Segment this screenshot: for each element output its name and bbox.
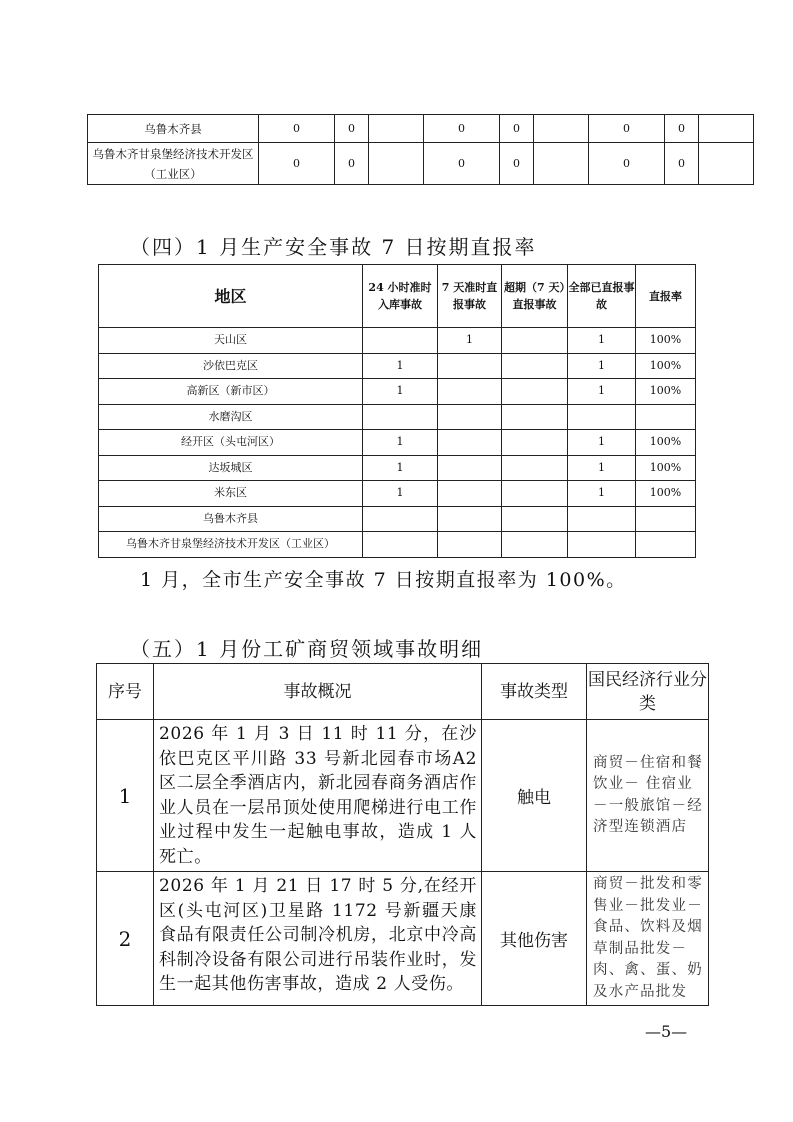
region-cell: 高新区（新市区）	[99, 379, 363, 405]
section-5-heading: （五）1 月份工矿商贸领域事故明细	[130, 637, 484, 661]
value-cell: 0	[589, 143, 665, 185]
value-cell	[699, 115, 754, 143]
region-cell: 乌鲁木齐甘泉堡经济技术开发区（工业区）	[88, 143, 259, 185]
rate-cell	[636, 532, 696, 558]
region-cell: 米东区	[99, 481, 363, 507]
overdue-cell	[502, 506, 568, 532]
overdue-cell	[502, 328, 568, 354]
value-cell	[534, 143, 589, 185]
rate-cell: 100%	[636, 455, 696, 481]
table-row	[88, 143, 754, 185]
header-on-time-7d: 7 天准时直报事故	[438, 265, 502, 328]
region-cell: 达坂城区	[99, 455, 363, 481]
region-cell: 沙依巴克区	[99, 353, 363, 379]
on-time-7d-cell	[438, 532, 502, 558]
on-time-24h-cell: 1	[363, 379, 438, 405]
header-total-reported: 全部已直报事故	[568, 265, 636, 328]
on-time-24h-cell: 1	[363, 353, 438, 379]
table-row	[99, 353, 696, 379]
table-row	[88, 115, 754, 143]
region-cell: 经开区（头屯河区）	[99, 430, 363, 456]
rate-cell	[636, 506, 696, 532]
on-time-7d-cell	[438, 430, 502, 456]
region-cell: 乌鲁木齐县	[99, 506, 363, 532]
on-time-7d-cell	[438, 455, 502, 481]
table-row	[99, 481, 696, 507]
regional-stats-table-continued	[87, 114, 754, 185]
on-time-7d-cell	[438, 379, 502, 405]
overdue-cell	[502, 379, 568, 405]
table-header-row	[97, 664, 709, 720]
value-cell: 0	[424, 143, 500, 185]
overdue-cell	[502, 404, 568, 430]
total-reported-cell: 1	[568, 379, 636, 405]
value-cell: 0	[335, 143, 369, 185]
table-row	[99, 328, 696, 354]
on-time-24h-cell: 1	[363, 481, 438, 507]
direct-report-rate-table	[98, 264, 696, 558]
rate-cell	[636, 404, 696, 430]
value-cell	[534, 115, 589, 143]
table-row	[99, 404, 696, 430]
total-reported-cell: 1	[568, 455, 636, 481]
overdue-cell	[502, 455, 568, 481]
value-cell: 0	[665, 115, 699, 143]
value-cell: 0	[424, 115, 500, 143]
table-row	[97, 872, 709, 1006]
on-time-24h-cell	[363, 404, 438, 430]
total-reported-cell: 1	[568, 328, 636, 354]
rate-cell: 100%	[636, 328, 696, 354]
description-cell: 2026 年 1 月 3 日 11 时 11 分，在沙依巴克区平川路 33 号新北园春市场A2 区二层全季酒店内，新北园春商务酒店作业人员在一层吊顶处使用爬梯进行电工作业过程中发生一起触电事故，造成 1 人死亡。	[154, 720, 482, 872]
description-cell: 2026 年 1 月 21 日 17 时 5 分,在经开区(头屯河区)卫星路 1172 号新疆天康食品有限责任公司制冷机房，北京中冷高科制冷设备有限公司进行吊装作业时，发生一起其他伤害事故，造成 2 人受伤。	[154, 872, 482, 1006]
overdue-cell	[502, 532, 568, 558]
on-time-24h-cell	[363, 532, 438, 558]
value-cell: 0	[500, 115, 534, 143]
value-cell: 0	[259, 115, 335, 143]
overdue-cell	[502, 430, 568, 456]
header-rate: 直报率	[636, 265, 696, 328]
accident-details-table	[96, 663, 709, 1006]
table-row	[99, 430, 696, 456]
total-reported-cell	[568, 404, 636, 430]
header-seq: 序号	[97, 664, 154, 720]
overdue-cell	[502, 353, 568, 379]
region-cell: 乌鲁木齐县	[88, 115, 259, 143]
value-cell: 0	[665, 143, 699, 185]
on-time-24h-cell: 1	[363, 455, 438, 481]
on-time-7d-cell	[438, 353, 502, 379]
seq-cell: 2	[97, 872, 154, 1006]
total-reported-cell	[568, 532, 636, 558]
table-row	[97, 720, 709, 872]
header-on-time-24h: 24 小时准时入库事故	[363, 265, 438, 328]
page-number: —5—	[645, 1022, 688, 1041]
rate-cell: 100%	[636, 379, 696, 405]
table-row	[99, 506, 696, 532]
header-industry: 国民经济行业分类	[587, 664, 709, 720]
value-cell: 0	[589, 115, 665, 143]
on-time-7d-cell	[438, 481, 502, 507]
on-time-7d-cell: 1	[438, 328, 502, 354]
total-reported-cell	[568, 506, 636, 532]
header-region: 地区	[99, 265, 363, 328]
total-reported-cell: 1	[568, 353, 636, 379]
region-cell: 水磨沟区	[99, 404, 363, 430]
industry-cell: 商贸－住宿和餐饮业－ 住宿业－一般旅馆－经济型连锁酒店	[587, 720, 709, 872]
on-time-24h-cell	[363, 506, 438, 532]
overdue-cell	[502, 481, 568, 507]
value-cell	[369, 143, 424, 185]
header-overdue: 超期（7 天）直报事故	[502, 265, 568, 328]
type-cell: 其他伤害	[482, 872, 587, 1006]
on-time-24h-cell	[363, 328, 438, 354]
total-reported-cell: 1	[568, 481, 636, 507]
table-row	[99, 379, 696, 405]
value-cell: 0	[259, 143, 335, 185]
type-cell: 触电	[482, 720, 587, 872]
region-cell: 乌鲁木齐甘泉堡经济技术开发区（工业区）	[99, 532, 363, 558]
industry-cell: 商贸－批发和零售业－批发业－食品、饮料及烟草制品批发－肉、禽、蛋、奶及水产品批发	[587, 872, 709, 1006]
rate-cell: 100%	[636, 353, 696, 379]
rate-cell: 100%	[636, 430, 696, 456]
header-description: 事故概况	[154, 664, 482, 720]
header-type: 事故类型	[482, 664, 587, 720]
value-cell	[369, 115, 424, 143]
report-rate-summary: 1 月，全市生产安全事故 7 日按期直报率为 100%。	[140, 569, 627, 591]
table-row	[99, 455, 696, 481]
seq-cell: 1	[97, 720, 154, 872]
value-cell: 0	[335, 115, 369, 143]
table-header-row	[99, 265, 696, 328]
on-time-7d-cell	[438, 506, 502, 532]
table-row	[99, 532, 696, 558]
region-cell: 天山区	[99, 328, 363, 354]
rate-cell: 100%	[636, 481, 696, 507]
on-time-7d-cell	[438, 404, 502, 430]
value-cell	[699, 143, 754, 185]
total-reported-cell: 1	[568, 430, 636, 456]
section-4-heading: （四）1 月生产安全事故 7 日按期直报率	[130, 235, 537, 259]
value-cell: 0	[500, 143, 534, 185]
on-time-24h-cell: 1	[363, 430, 438, 456]
